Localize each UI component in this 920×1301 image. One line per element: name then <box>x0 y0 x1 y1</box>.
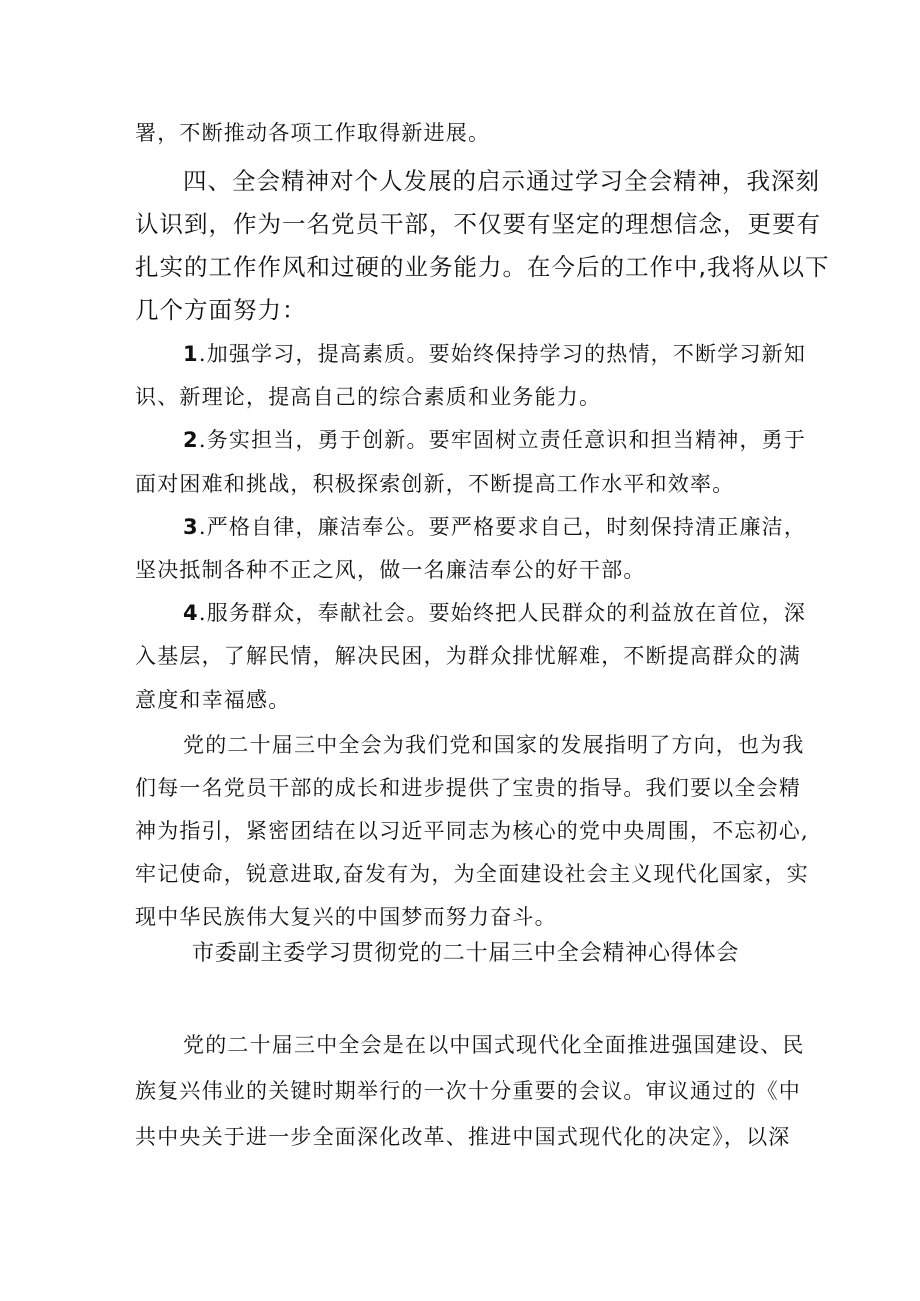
list-number: 4 <box>183 601 199 625</box>
list-number: 2 <box>183 428 199 452</box>
text-line: 神为指引，紧密团结在以习近平同志为核心的党中央周围，不忘初心, <box>135 819 809 843</box>
list-item <box>183 512 806 542</box>
text-line: 共中央关于进一步全面深化改革、推进中国式现代化的决定》，以深 <box>135 1125 791 1149</box>
text-line: 们每一名党员干部的成长和进步提供了宝贵的指导。我们要以全会精 <box>135 776 801 800</box>
list-item <box>183 339 806 369</box>
text-line: 牢记使命，锐意进取,奋发有为，为全面建设社会主义现代化国家，实 <box>135 862 809 886</box>
text-line: 坚决抵制各种不正之风，做一名廉洁奉公的好干部。 <box>135 558 646 582</box>
list-item <box>183 425 806 455</box>
text-line: 署，不断推动各项工作取得新进展。 <box>135 121 491 145</box>
text-line: 面对困难和挑战，积极探索创新，不断提高工作水平和效率。 <box>135 472 735 496</box>
list-text: .务实担当，勇于创新。要牢固树立责任意识和担当精神，勇于 <box>198 428 807 452</box>
text-line: 四、全会精神对个人发展的启示通过学习全会精神，我深刻 <box>183 167 820 195</box>
text-line: 党的二十届三中全会是在以中国式现代化全面推进强国建设、民 <box>183 1033 805 1057</box>
list-text: .加强学习，提高素质。要始终保持学习的热情，不断学习新知 <box>198 342 807 366</box>
text-line: 识、新理论，提高自己的综合素质和业务能力。 <box>135 385 602 409</box>
list-number: 3 <box>183 515 199 539</box>
text-line: 意度和幸福感。 <box>135 688 291 712</box>
list-text: .服务群众，奉献社会。要始终把人民群众的利益放在首位，深 <box>198 601 807 625</box>
text-line: 几个方面努力： <box>135 296 307 324</box>
text-line: 党的二十届三中全会为我们党和国家的发展指明了方向，也为我 <box>183 733 805 757</box>
text-line: 入基层，了解民情，解决民困，为群众排忧解难，不断提高群众的满 <box>135 644 801 668</box>
list-number: 1 <box>183 342 199 366</box>
text-line: 现中华民族伟大复兴的中国梦而努力奋斗。 <box>135 905 557 929</box>
text-line: 扎实的工作作风和过硬的业务能力。在今后的工作中,我将从以下 <box>135 253 830 281</box>
text-line: 族复兴伟业的关键时期举行的一次十分重要的会议。审议通过的《中 <box>135 1079 801 1103</box>
list-item <box>183 598 806 628</box>
list-text: .严格自律，廉洁奉公。要严格要求自己，时刻保持清正廉洁， <box>198 515 807 539</box>
text-line: 认识到，作为一名党员干部，不仅要有坚定的理想信念，更要有 <box>135 210 821 238</box>
section-title: 市委副主委学习贯彻党的二十届三中全会精神心得体会 <box>192 941 740 966</box>
